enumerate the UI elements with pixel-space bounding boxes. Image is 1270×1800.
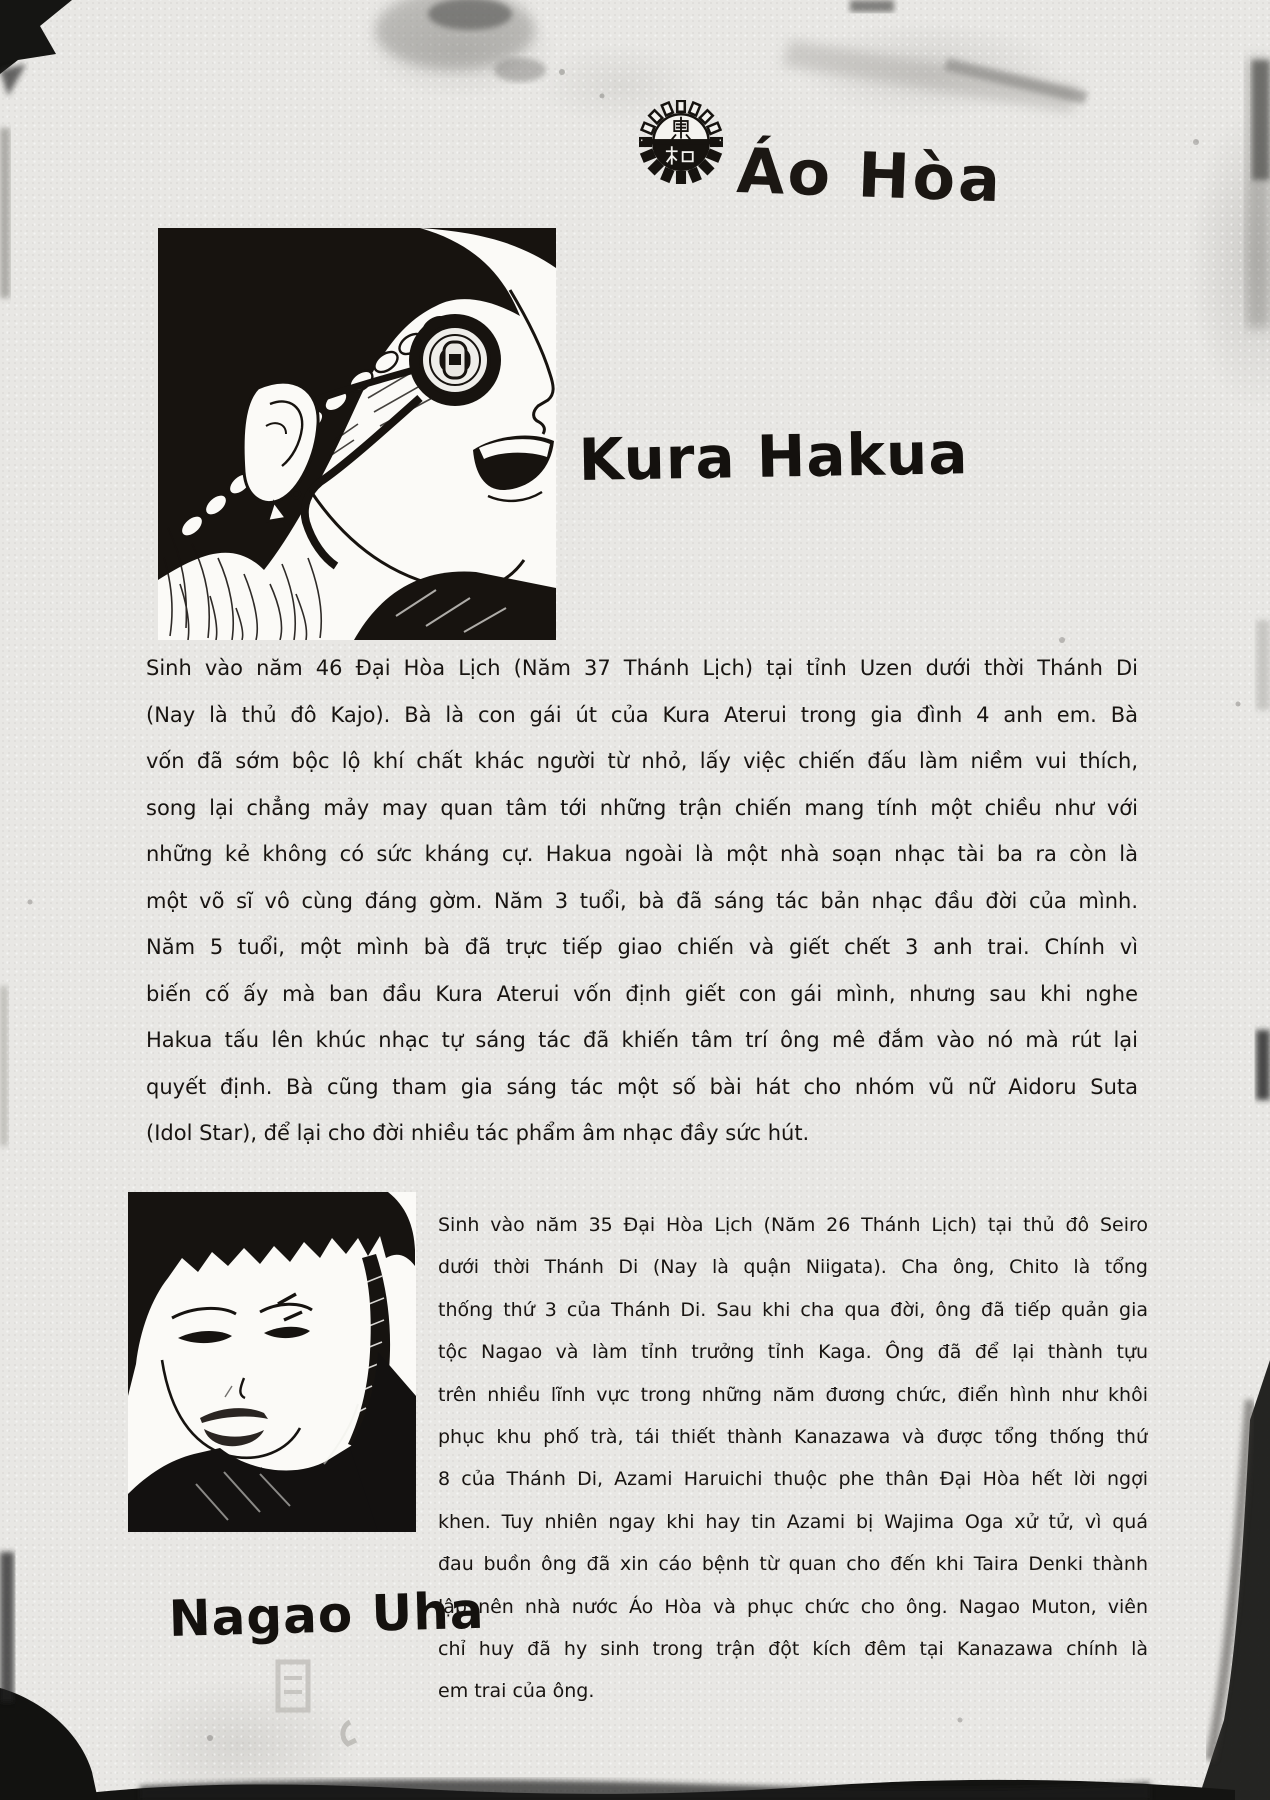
bio-line: phục khu phố trà, tái thiết thành Kanazawa và được tổng thống thứ xyxy=(438,1425,1148,1448)
kura-hakua-portrait xyxy=(158,228,556,640)
bio-line: chỉ huy đã hy sinh trong trận đột kích đêm tại Kanazawa chính là xyxy=(438,1637,1148,1660)
bio-line: em trai của ông. xyxy=(438,1680,595,1703)
bio-line: Sinh vào năm 46 Đại Hòa Lịch (Năm 37 Thánh Lịch) tại tỉnh Uzen dưới thời Thánh Di xyxy=(146,656,1138,680)
bio-line: song lại chẳng mảy may quan tâm tới những trận chiến mang tính một chiều như với xyxy=(146,795,1138,820)
nagao-uha-bio xyxy=(438,1204,1148,1713)
bio-line: 8 của Thánh Di, Azami Haruichi thuộc phe thân Đại Hòa hết lời ngợi xyxy=(438,1468,1148,1491)
bio-line: khen. Tuy nhiên ngay khi hay tin Azami bị Wajima Oga xử tử, vì quá xyxy=(438,1510,1148,1533)
nagao-uha-portrait xyxy=(128,1192,416,1532)
bio-line: dưới thời Thánh Di (Nay là quận Niigata). Cha ông, Chito là tổng xyxy=(438,1256,1148,1279)
bio-line: (Nay là thủ đô Kajo). Bà là con gái út của Kura Aterui trong gia đình 4 anh em. Bà xyxy=(146,702,1138,727)
bio-line: trên nhiều lĩnh vực trong những năm đương chức, điển hình như khôi xyxy=(438,1383,1148,1406)
bio-line: quyết định. Bà cũng tham gia sáng tác một số bài hát cho nhóm vũ nữ Aidoru Suta xyxy=(146,1074,1138,1099)
bio-line: những kẻ không có sức kháng cự. Hakua ngoài là một nhà soạn nhạc tài ba ra còn là xyxy=(146,842,1138,866)
bio-line: Hakua tấu lên khúc nhạc tự sáng tác đã khiến tâm trí ông mê đắm vào nó mà rút lại xyxy=(146,1028,1138,1052)
kura-hakua-bio xyxy=(146,645,1138,1157)
bio-line: lập nên nhà nước Áo Hòa và phục chức cho ông. Nagao Muton, viên xyxy=(438,1595,1148,1618)
bio-line: thống thứ 3 của Thánh Di. Sau khi cha qua đời, ông đã tiếp quản gia xyxy=(438,1298,1148,1321)
nagao-uha-portrait-drawing xyxy=(128,1192,416,1532)
bio-line: vốn đã sớm bộc lộ khí chất khác người từ nhỏ, lấy việc chiến đấu làm niềm vui thích, xyxy=(146,749,1138,773)
ao-hoa-seal-icon xyxy=(639,100,723,184)
bio-line: (Idol Star), để lại cho đời nhiều tác phẩm âm nhạc đầy sức hút. xyxy=(146,1121,810,1145)
bio-line: tộc Nagao và làm tỉnh trưởng tỉnh Kaga. Ông đã để lại thành tựu xyxy=(438,1341,1148,1364)
character-name-nagao-uha: Nagao Uha xyxy=(168,1581,486,1648)
bio-line: đau buồn ông đã xin cáo bệnh từ quan cho đến khi Taira Denki thành xyxy=(438,1553,1148,1576)
bio-line: Sinh vào năm 35 Đại Hòa Lịch (Năm 26 Thánh Lịch) tại thủ đô Seiro xyxy=(438,1214,1148,1236)
bio-line: biến cố ấy mà ban đầu Kura Aterui vốn định giết con gái mình, nhưng sau khi nghe xyxy=(146,981,1138,1006)
page-title: Áo Hòa xyxy=(735,133,1005,216)
kura-hakua-portrait-drawing xyxy=(158,228,556,640)
character-name-kura-hakua: Kura Hakua xyxy=(578,419,969,495)
bio-line: một võ sĩ vô cùng đáng gờm. Năm 3 tuổi, bà đã sáng tác bản nhạc đầu đời của mình. xyxy=(146,888,1138,913)
bio-line: Năm 5 tuổi, một mình bà đã trực tiếp giao chiến và giết chết 3 anh trai. Chính vì xyxy=(146,935,1138,959)
